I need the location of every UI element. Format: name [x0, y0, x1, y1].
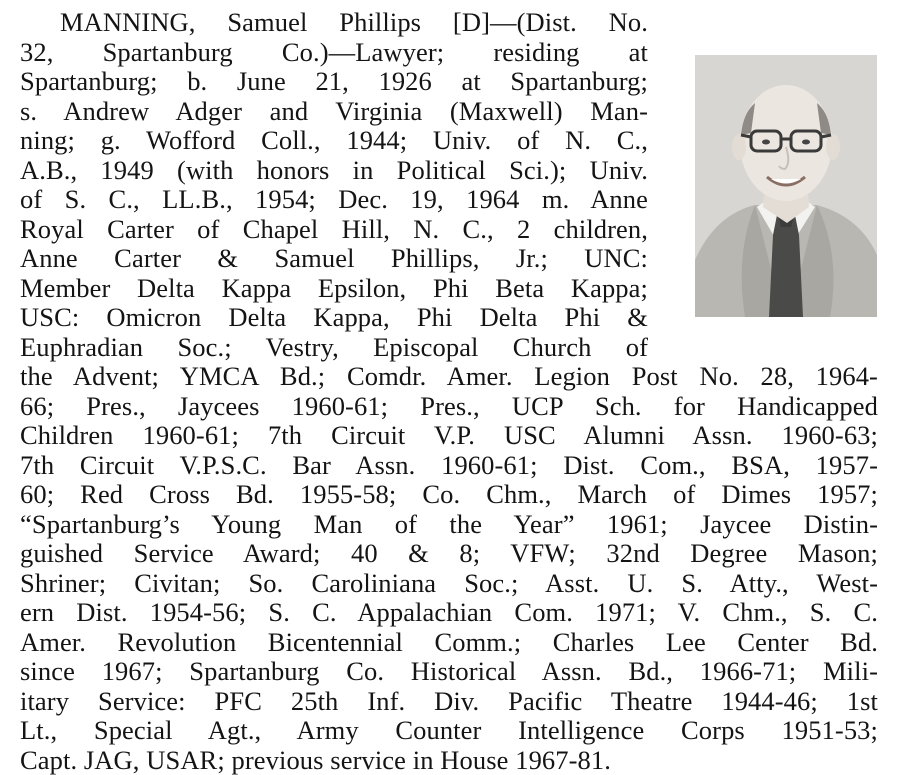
entry-line-26: Capt. JAG, USAR; previous service in House 1967-81.	[20, 744, 611, 775]
entry-line-25: Lt., Special Agt., Army Counter Intelligence Corps 1951-53;	[20, 715, 878, 745]
entry-line-13: the Advent; YMCA Bd.; Comdr. Amer. Legion Post No. 28, 1964-	[20, 361, 878, 391]
portrait-illustration	[695, 55, 877, 317]
entry-line-17: 60; Red Cross Bd. 1955-58; Co. Chm., March of Dimes 1957;	[20, 479, 878, 509]
entry-line-19: guished Service Award; 40 & 8; VFW; 32nd Degree Mason;	[20, 538, 878, 568]
entry-line-23: since 1967; Spartanburg Co. Historical Assn. Bd., 1966-71; Mili-	[20, 656, 878, 686]
entry-line-4: s. Andrew Adger and Virginia (Maxwell) Man-	[20, 95, 648, 126]
entry-line-14: 66; Pres., Jaycees 1960-61; Pres., UCP Sch. for Handicapped	[20, 390, 878, 421]
portrait-photo	[695, 55, 877, 317]
entry-line-10: Member Delta Kappa Epsilon, Phi Beta Kappa;	[20, 272, 648, 303]
entry-line-6: A.B., 1949 (with honors in Political Sci.); Univ.	[20, 154, 648, 185]
entry-line-3: Spartanburg; b. June 21, 1926 at Spartanburg;	[20, 66, 648, 96]
entry-line-8: Royal Carter of Chapel Hill, N. C., 2 children,	[20, 213, 648, 244]
entry-line-1: MANNING, Samuel Phillips [D]—(Dist. No.	[60, 7, 648, 37]
entry-line-22: Amer. Revolution Bicentennial Comm.; Charles Lee Center Bd.	[20, 626, 878, 657]
entry-line-5: ning; g. Wofford Coll., 1944; Univ. of N. C.,	[20, 125, 648, 155]
entry-line-24: itary Service: PFC 25th Inf. Div. Pacific Theatre 1944-46; 1st	[20, 685, 878, 716]
entry-line-20: Shriner; Civitan; So. Caroliniana Soc.; Asst. U. S. Atty., West-	[20, 567, 878, 598]
entry-line-9: Anne Carter & Samuel Phillips, Jr.; UNC:	[20, 243, 648, 273]
entry-line-11: USC: Omicron Delta Kappa, Phi Delta Phi &	[20, 302, 648, 332]
entry-line-12: Euphradian Soc.; Vestry, Episcopal Church of	[20, 331, 648, 362]
entry-line-7: of S. C., LL.B., 1954; Dec. 19, 1964 m. Anne	[20, 184, 648, 214]
entry-line-18: “Spartanburg’s Young Man of the Year” 1961; Jaycee Distin-	[20, 508, 878, 539]
entry-line-2: 32, Spartanburg Co.)—Lawyer; residing at	[20, 36, 648, 67]
entry-line-15: Children 1960-61; 7th Circuit V.P. USC Alumni Assn. 1960-63;	[20, 420, 878, 450]
entry-line-21: ern Dist. 1954-56; S. C. Appalachian Com. 1971; V. Chm., S. C.	[20, 597, 878, 627]
entry-line-16: 7th Circuit V.P.S.C. Bar Assn. 1960-61; Dist. Com., BSA, 1957-	[20, 449, 878, 480]
